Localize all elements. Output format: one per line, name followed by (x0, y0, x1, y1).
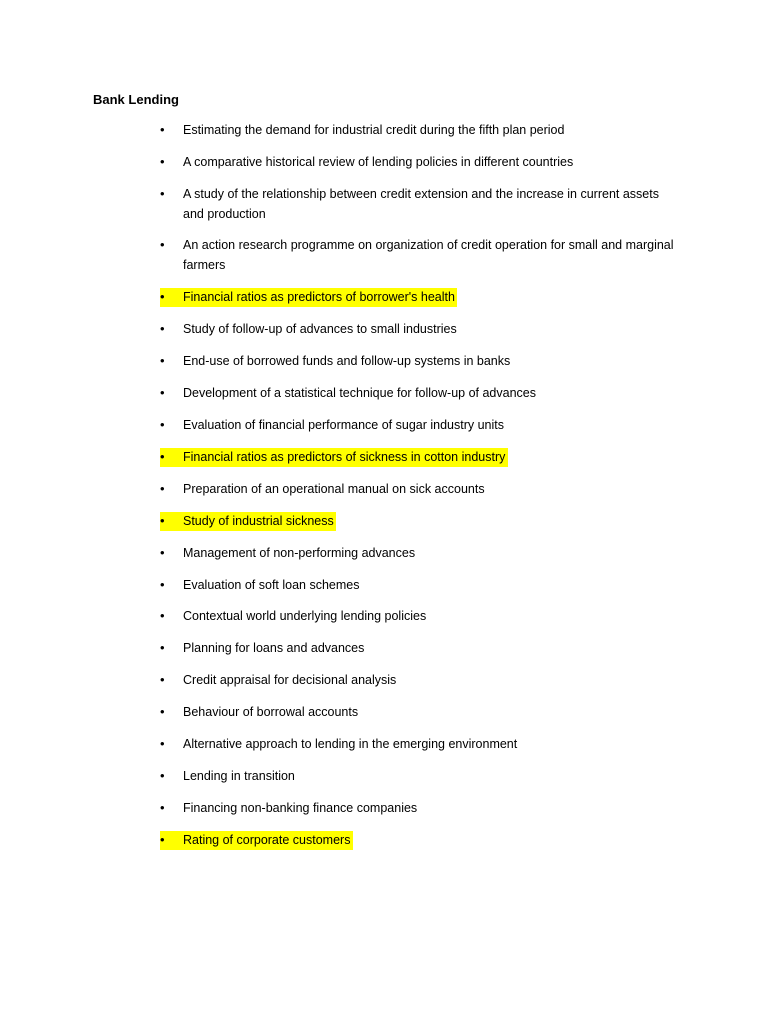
bullet-icon: • (160, 385, 165, 400)
bullet-icon: • (160, 154, 165, 169)
page-title: Bank Lending (93, 92, 179, 107)
bullet-icon: • (160, 545, 165, 560)
bullet-icon: • (160, 577, 165, 592)
list-item-text: Development of a statistical technique for follow-up of advances (183, 386, 536, 400)
bullet-icon: • (160, 768, 165, 783)
list-item-text: An action research programme on organization of credit operation for small and marginal farmers (183, 238, 674, 272)
bullet-icon: • (160, 800, 165, 815)
bullet-icon: • (160, 481, 165, 496)
list-item-text: Contextual world underlying lending policies (183, 609, 427, 623)
list-item-text: End-use of borrowed funds and follow-up systems in banks (183, 354, 511, 368)
list-item-text: A comparative historical review of lending policies in different countries (183, 155, 574, 169)
bullet-icon: • (160, 513, 165, 528)
bullet-icon: • (160, 832, 165, 847)
bullet-icon: • (160, 449, 165, 464)
bullet-icon: • (160, 736, 165, 751)
bullet-icon: • (160, 640, 165, 655)
bullet-icon: • (160, 704, 165, 719)
list-item-text: Rating of corporate customers (183, 833, 351, 847)
bullet-icon: • (160, 608, 165, 623)
list-item-text: Credit appraisal for decisional analysis (183, 673, 397, 687)
list-item-text: Study of industrial sickness (183, 514, 334, 528)
bullet-icon: • (160, 672, 165, 687)
bullet-icon: • (160, 186, 165, 201)
bullet-icon: • (160, 289, 165, 304)
bullet-icon: • (160, 321, 165, 336)
list-item-text: Management of non-performing advances (183, 546, 416, 560)
list-item-text: Alternative approach to lending in the emerging environment (183, 737, 518, 751)
bullet-icon: • (160, 122, 165, 137)
bullet-icon: • (160, 237, 165, 252)
list-item-text: Lending in transition (183, 769, 295, 783)
bullet-icon: • (160, 353, 165, 368)
list-item-text: Financing non-banking finance companies (183, 801, 418, 815)
list-item-text: Financial ratios as predictors of borrower's health (183, 290, 455, 304)
list-item-text: Financial ratios as predictors of sickness in cotton industry (183, 450, 506, 464)
list-item-text: Planning for loans and advances (183, 641, 365, 655)
list-item-text: Evaluation of financial performance of sugar industry units (183, 418, 505, 432)
list-item-text: Behaviour of borrowal accounts (183, 705, 359, 719)
list-item-text: Estimating the demand for industrial credit during the fifth plan period (183, 123, 565, 137)
list-item-text: Study of follow-up of advances to small industries (183, 322, 457, 336)
list-item-text: Evaluation of soft loan schemes (183, 578, 360, 592)
list-item-text: A study of the relationship between credit extension and the increase in current assets and production (183, 187, 659, 221)
bullet-icon: • (160, 417, 165, 432)
list-item-text: Preparation of an operational manual on sick accounts (183, 482, 485, 496)
